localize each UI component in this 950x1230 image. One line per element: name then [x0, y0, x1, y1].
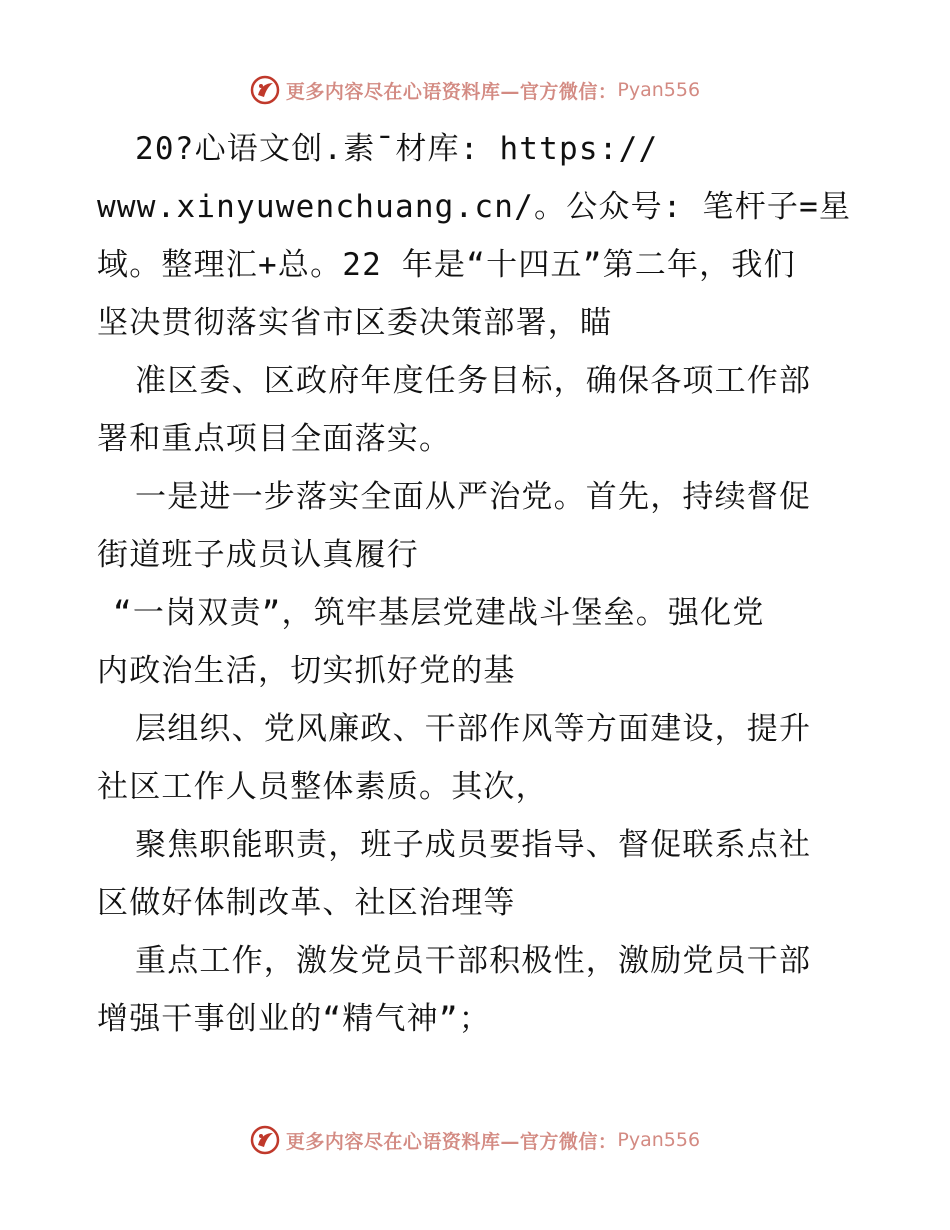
- body-line: 增强干事创业的“精气神”；: [97, 1001, 491, 1037]
- footer-banner: [0, 1120, 950, 1160]
- body-line: 社区工作人员整体素质。其次，: [97, 769, 548, 805]
- body-line: 内政治生活，切实抓好党的基: [97, 653, 516, 689]
- body-line: 20?心语文创.素¯材库: https://: [135, 131, 659, 167]
- brand-logo-icon: [250, 75, 280, 105]
- body-line: 层组织、党风廉政、干部作风等方面建设，提升: [135, 711, 812, 747]
- body-line: 署和重点项目全面落实。: [97, 421, 452, 457]
- body-line: “一岗双责”，筑牢基层党建战斗堡垒。强化党: [113, 595, 765, 631]
- body-line: 聚焦职能职责，班子成员要指导、督促联系点社: [135, 827, 812, 863]
- body-line: 准区委、区政府年度任务目标，确保各项工作部: [135, 363, 812, 399]
- body-line: 区做好体制改革、社区治理等: [97, 885, 516, 921]
- header-banner: [0, 70, 950, 110]
- body-line: www.xinyuwenchuang.cn/。公众号: 笔杆子=星: [97, 189, 852, 225]
- document-body: [97, 120, 857, 1048]
- body-line: 街道班子成员认真履行: [97, 537, 419, 573]
- body-line: 一是进一步落实全面从严治党。首先，持续督促: [135, 479, 812, 515]
- body-line: 重点工作，激发党员干部积极性，激励党员干部: [135, 943, 812, 979]
- brand-logo-icon: [250, 1125, 280, 1155]
- header-banner-wechat: Pyan556: [617, 79, 701, 101]
- body-line: 域。整理汇+总。22 年是“十四五”第二年，我们: [97, 247, 796, 283]
- body-line: 坚决贯彻落实省市区委决策部署，瞄: [97, 305, 613, 341]
- header-banner-text: 更多内容尽在心语资料库—官方微信：: [285, 80, 618, 103]
- footer-banner-wechat: Pyan556: [617, 1129, 701, 1151]
- footer-banner-text: 更多内容尽在心语资料库—官方微信：: [285, 1130, 618, 1153]
